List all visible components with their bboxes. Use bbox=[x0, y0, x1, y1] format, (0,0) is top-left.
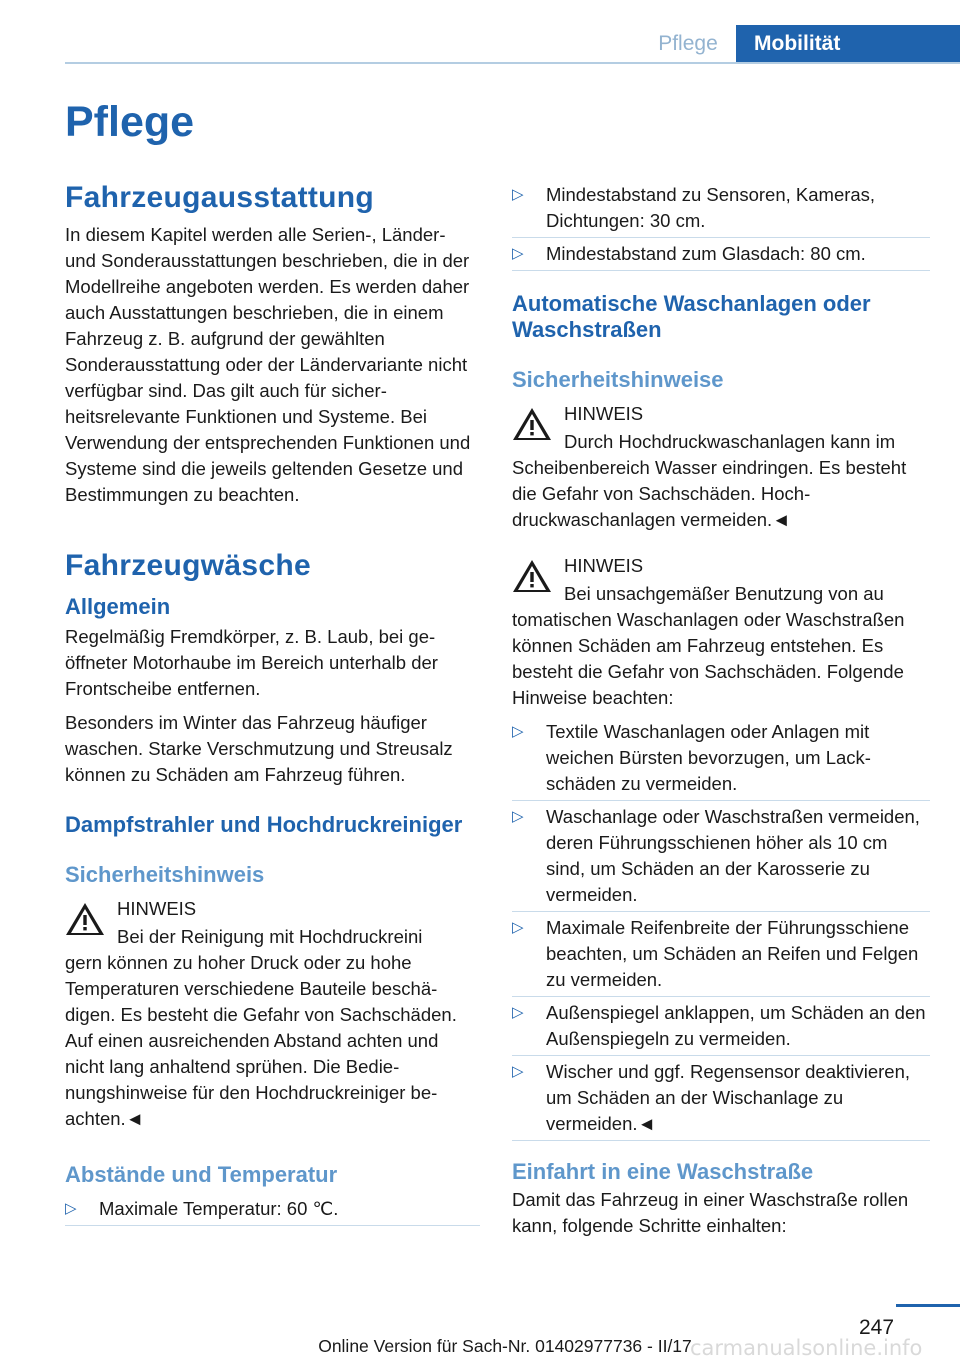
warning-text: gern können zu hoher Druck oder zu hohe Temperaturen verschiedene Bauteile beschädigen. Es besteht die Gefahr von Sachschäden. Auf einen ausreichenden Abstand achten und nicht lang anhaltend sprühen. Die Bedienungshinweise für den Hochdruckreiniger beachten.◄ bbox=[65, 952, 457, 1129]
warning-first-line: Bei unsachgemäßer Benutzung von au bbox=[564, 583, 884, 604]
paragraph-einfahrt: Damit das Fahrzeug in einer Waschstraße rollen kann, folgende Schritte einhalten: bbox=[512, 1189, 909, 1236]
warning-text: Scheibenbereich Wasser eindringen. Es besteht die Gefahr von Sachschäden. Hochdruckwaschanlagen vermeiden.◄ bbox=[512, 457, 907, 530]
list-item: ▷ Mindestabstand zu Sensoren, Kameras, Dichtungen: 30 cm. bbox=[512, 182, 930, 234]
tab-pflege[interactable]: Pflege bbox=[658, 32, 718, 55]
heading-sicherheitshinweis: Sicherheitshinweis bbox=[65, 862, 265, 887]
bullet-icon: ▷ bbox=[512, 1063, 524, 1080]
footer-rule bbox=[896, 1304, 960, 1307]
warning-title: HINWEIS bbox=[564, 555, 644, 576]
header-rule bbox=[65, 62, 960, 64]
bullet-icon: ▷ bbox=[512, 919, 524, 936]
heading-dampfstrahler: Dampfstrahler und Hochdruckreiniger bbox=[65, 812, 463, 837]
bullet-icon: ▷ bbox=[512, 808, 524, 825]
bullet-icon: ▷ bbox=[65, 1200, 77, 1217]
list-item: ▷ Wischer und ggf. Regensensor deaktivieren, um Schäden an der Wischanlage zu vermeiden.◄ bbox=[512, 1059, 930, 1137]
warning-block-waschanlagen bbox=[512, 553, 930, 711]
warning-text: tomatischen Waschanlagen oder Waschstraßen können Schäden am Fahrzeug entstehen. Es besteht die Gefahr von Sachschäden. Folgende Hinweise beachten: bbox=[512, 609, 905, 708]
warning-first-line: Durch Hochdruckwaschanlagen kann im bbox=[564, 431, 896, 452]
heading-fahrzeugwaesche: Fahrzeugwäsche bbox=[65, 549, 311, 582]
watermark: carmanualsonline.info bbox=[690, 1336, 923, 1360]
bullet-icon: ▷ bbox=[512, 186, 524, 203]
warning-triangle-icon bbox=[512, 559, 552, 593]
warning-block-hochdruckwaschanlagen bbox=[512, 401, 930, 533]
page-number: 247 bbox=[859, 1316, 895, 1339]
list-item: ▷ Außenspiegel anklappen, um Schäden an den Außenspiegeln zu vermeiden. bbox=[512, 1000, 930, 1052]
heading-sicherheitshinweise: Sicherheitshinweise bbox=[512, 367, 724, 392]
heading-fahrzeugausstattung: Fahrzeugausstattung bbox=[65, 181, 375, 214]
heading-automatische-waschanlagen: Automatische Waschanlagen oder Waschstraßen bbox=[512, 291, 871, 342]
heading-allgemein: Allgemein bbox=[65, 594, 171, 619]
paragraph-ausstattung: In diesem Kapitel werden alle Serien-, Länder- und Sonderausstattungen beschrieben, die in der Modellreihe angeboten werden. Es werden daher auch Ausstattungen beschrieben, die in einem Fahrzeug z. B. aufgrund der gewählten Sonderausstattung oder der Ländervariante nicht verfügbar sind. Das gilt auch für sicherheitsrelevante Funktionen und Systeme. Bei Verwendung der entsprechenden Funktionen und Systeme sind die jeweils geltenden Gesetze und Bestimmungen zu beachten. bbox=[65, 224, 471, 505]
paragraph-allgemein-1: Regelmäßig Fremdkörper, z. B. Laub, bei geöffneter Motorhaube im Bereich unterhalb der Frontscheibe entfernen. bbox=[65, 626, 438, 699]
warning-title: HINWEIS bbox=[564, 403, 644, 424]
warning-triangle-icon bbox=[65, 902, 105, 936]
bullet-icon: ▷ bbox=[512, 245, 524, 262]
tab-mobilitaet[interactable]: Mobilität bbox=[736, 25, 960, 62]
warning-triangle-icon bbox=[512, 407, 552, 441]
list-abstaende bbox=[65, 1196, 480, 1222]
heading-abstaende: Abstände und Temperatur bbox=[65, 1162, 338, 1187]
list-item: ▷ Maximale Reifenbreite der Führungsschiene beachten, um Schäden an Reifen und Felgen zu vermeiden. bbox=[512, 915, 930, 993]
warning-title: HINWEIS bbox=[117, 898, 197, 919]
warning-block-hochdruck bbox=[65, 896, 480, 1132]
list-item: ▷ Waschanlage oder Waschstraßen vermeiden, deren Führungsschienen höher als 10 cm sind, um Schäden an der Karosserie zu vermeiden. bbox=[512, 804, 930, 908]
list-abstaende-continued bbox=[512, 182, 930, 267]
list-item: ▷ Mindestabstand zum Glasdach: 80 cm. bbox=[512, 241, 930, 267]
right-column bbox=[512, 182, 930, 1239]
list-item: ▷ Textile Waschanlagen oder Anlagen mit weichen Bürsten bevorzugen, um Lackschäden zu vermeiden. bbox=[512, 719, 930, 797]
list-item: ▷ Maximale Temperatur: 60 ℃. bbox=[65, 1196, 480, 1222]
page-title: Pflege bbox=[65, 98, 195, 146]
heading-einfahrt: Einfahrt in eine Waschstraße bbox=[512, 1159, 814, 1184]
paragraph-allgemein-2: Besonders im Winter das Fahrzeug häufiger waschen. Starke Verschmutzung und Streusalz können zu Schäden am Fahrzeug führen. bbox=[65, 712, 453, 785]
bullet-icon: ▷ bbox=[512, 723, 524, 740]
left-column bbox=[65, 180, 480, 1229]
warning-first-line: Bei der Reinigung mit Hochdruckreini bbox=[117, 926, 423, 947]
footer-online-version: Online Version für Sach-Nr. 01402977736 - II/17 bbox=[318, 1336, 692, 1356]
bullet-icon: ▷ bbox=[512, 1004, 524, 1021]
list-hinweise bbox=[512, 719, 930, 1137]
